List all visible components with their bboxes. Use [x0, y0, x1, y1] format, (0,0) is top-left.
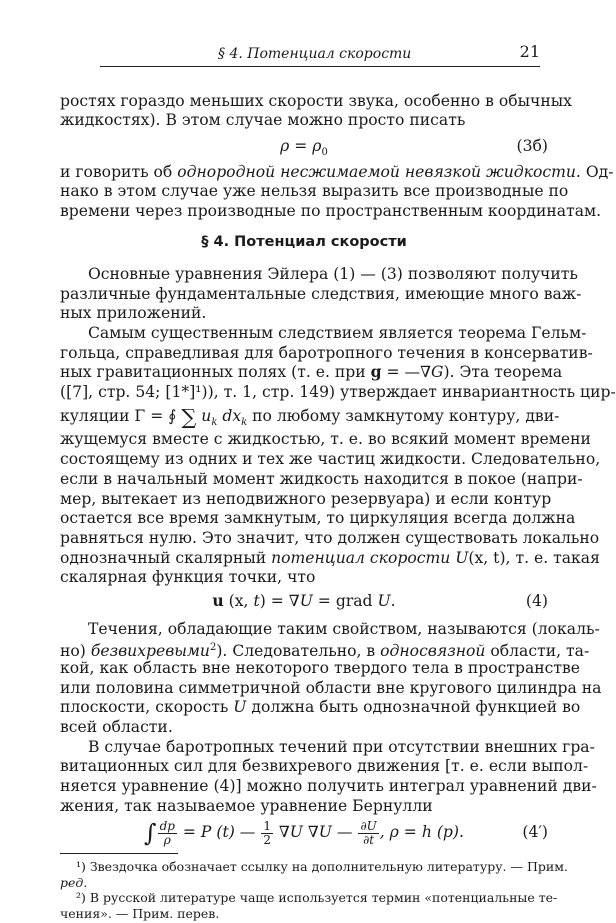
equation-body: u (x, t) = ∇U = grad U.: [212, 591, 396, 610]
emphasis: однородной несжимаемой невязкой жидкости.: [177, 163, 581, 181]
text-line: ([7], стр. 54; [1*]¹)), т. 1, стр. 149) утверждает инвариантность цир-: [60, 383, 616, 401]
text-line: жения, так называемое уравнение Бернулли: [60, 797, 433, 815]
text-line: равняться нулю. Это значит, что должен существовать локально: [60, 529, 600, 547]
text-line: Течения, обладающие таким свойством, называются (локаль-: [88, 620, 600, 638]
text-line: няется уравнение (4)] можно получить интеграл уравнений дви-: [60, 777, 597, 795]
text-line: жидкостях). В этом случае можно просто писать: [60, 111, 466, 129]
text-line: гольца, справедливая для баротропного течения в консерватив-: [60, 344, 593, 362]
emphasis: потенциал скорости U: [271, 549, 469, 567]
footnote-2: ²) В русской литературе чаще используется термин «потенциальные те-: [76, 890, 558, 905]
text-line: Самым существенным следствием является теорема Гельм-: [88, 324, 587, 342]
text-line: всей области.: [60, 718, 173, 736]
text-line: состоящему из одних и тех же частиц жидкости. Следовательно,: [60, 450, 601, 468]
text-line: остается все время замкнутым, то циркуляция всегда должна: [60, 509, 576, 527]
text-line: В случае баротропных течений при отсутствии внешних гра-: [88, 738, 595, 756]
text-line: жущемуся вместе с жидкостью, т. е. во всякий момент времени: [60, 430, 591, 448]
text-line: мер, вытекает из неподвижного резервуара) и если контур: [60, 490, 552, 508]
text-line: если в начальный момент жидкость находится в покое (напри-: [60, 470, 583, 488]
text-line: и говорить об однородной несжимаемой невязкой жидкости. Од-: [60, 163, 614, 181]
text-line: плоскости, скорость U должна быть однозначной функцией во: [60, 698, 581, 716]
footnote-1-cont: ред.: [60, 875, 88, 890]
page-number: 21: [519, 42, 540, 61]
text-line: скалярная функция точки, что: [60, 568, 316, 586]
text-line: однозначный скалярный потенциал скорости U(x, t), т. е. такая: [60, 549, 600, 567]
footnote-marker: 2: [209, 642, 217, 653]
text-line: нако в этом случае уже нельзя выразить все производные по: [60, 182, 569, 200]
equation-number: (4): [525, 592, 548, 610]
footnote-rule: [60, 853, 178, 854]
footnote-2-cont: чения». — Прим. перев.: [60, 906, 220, 921]
equation-body: $\rho = \rho_0$: [280, 137, 328, 159]
text-line: но) безвихревыми$^2$). Следовательно, в односвязной области, та-: [60, 642, 590, 661]
equation-body: ∫ $\frac{dp}{\rho}$ = P (t) — $\frac{1}{2}$ ∇U ∇U — $\frac{\partial U}{\partial t}$ , ρ = h (p).: [144, 818, 464, 847]
text-line: Основные уравнения Эйлера (1) — (3) позволяют получить: [88, 265, 578, 283]
text-line: ростях гораздо меньших скорости звука, особенно в обычных: [60, 92, 572, 110]
text-line: ных приложений.: [60, 304, 207, 322]
running-header-title: § 4. Потенциал скорости: [218, 46, 412, 62]
text-line-circulation: куляции Γ = ∮ ∑ $u_k$ $dx_k$ по любому замкнутому контуру, дви-: [60, 405, 560, 429]
section-heading: § 4. Потенциал скорости: [201, 234, 407, 250]
text-line: кой, как область вне некоторого твердого тела в пространстве: [60, 659, 581, 677]
equation-3b: [60, 134, 548, 158]
equation-number: (4′): [522, 823, 548, 841]
text-line: или половина симметричной области вне кругового цилиндра на: [60, 679, 602, 697]
text-line: различные фундаментальные следствия, имеющие много важ-: [60, 285, 582, 303]
equation-4: [60, 589, 548, 613]
text-line: времени через производные по пространственным координатам.: [60, 202, 602, 220]
text-line: витационных сил для безвихревого движения [т. е. если выпол-: [60, 757, 589, 775]
text-line: ных гравитационных полях (т. е. при g = —∇G). Эта теорема: [60, 362, 563, 381]
footnote-1: ¹) Звездочка обозначает ссылку на дополнительную литературу. — Прим.: [76, 859, 568, 874]
running-header: [100, 38, 540, 67]
equation-4-prime: [60, 815, 548, 849]
equation-number: (3б): [516, 137, 548, 155]
